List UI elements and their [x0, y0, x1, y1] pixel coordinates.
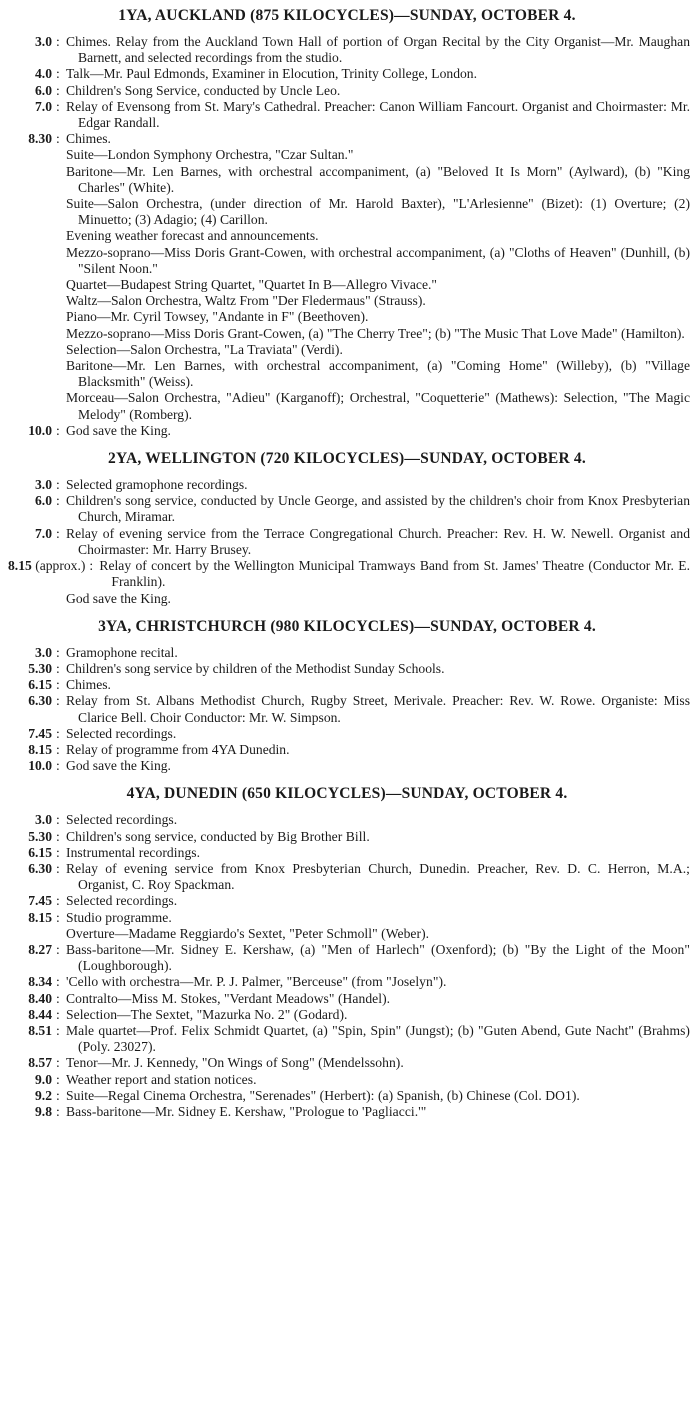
entry-text: Relay of Evensong from St. Mary's Cathedral. Preacher: Canon William Fancourt. Organist and Choirmaster: Mr. Edgar Randall. — [66, 98, 690, 131]
entry-separator: : — [56, 98, 60, 114]
entry-separator: : — [56, 660, 60, 676]
programme-item: Mezzo-soprano—Miss Doris Grant-Cowen, with orchestral accompaniment, (a) "Cloths of Heaven" (Dunhill, (b) "Silent Noon." — [66, 244, 690, 276]
programme-item: Mezzo-soprano—Miss Doris Grant-Cowen, (a) "The Cherry Tree"; (b) "The Music That Love Made" (Hamilton). — [66, 325, 685, 341]
entry-separator: : — [56, 131, 60, 147]
entry-time: 8.51 — [28, 1022, 52, 1038]
entry-separator: : — [56, 493, 60, 509]
station-4ya-dunedin — [4, 784, 690, 1120]
programme-entry — [4, 861, 690, 893]
entry-text: Selected recordings. — [66, 893, 178, 909]
entry-separator: : — [56, 477, 60, 493]
entry-separator: : — [56, 941, 60, 957]
entry-time: 3.0 — [35, 812, 52, 828]
programme-entry — [4, 661, 690, 677]
programme-entry — [4, 758, 690, 774]
programme-entry — [4, 991, 690, 1007]
programme-entry — [4, 845, 690, 861]
entry-time: 6.0 — [35, 82, 52, 98]
programme-entry — [4, 910, 690, 926]
programme-entry — [4, 1007, 690, 1023]
programme-entry — [4, 34, 690, 66]
entry-time: 8.15 — [28, 741, 52, 757]
programme-item: Baritone—Mr. Len Barnes, with orchestral accompaniment, (a) "Coming Home" (Willeby), (b) "Village Blacksmith" (Weiss). — [66, 358, 690, 390]
entry-text: Selected recordings. — [66, 725, 177, 741]
entry-separator: : — [56, 66, 60, 82]
entry-text: Instrumental recordings. — [66, 844, 201, 860]
programme-entry — [4, 645, 690, 661]
station-heading: 4YA, DUNEDIN (650 KILOCYCLES)—SUNDAY, OCTOBER 4. — [126, 785, 568, 803]
entry-time: 5.30 — [28, 660, 52, 676]
entry-separator: : — [56, 1055, 60, 1071]
entry-time: 7.45 — [28, 893, 52, 909]
entry-text: Relay of concert by the Wellington Municipal Tramways Band from St. James' Theatre (Conductor Mr. E. Franklin). — [99, 558, 690, 590]
programme-item: Morceau—Salon Orchestra, "Adieu" (Karganoff); Orchestral, "Coquetterie" (Mathews): Selection, "The Magic Melody" (Romberg). — [66, 390, 690, 422]
programme-entry — [4, 1023, 690, 1055]
station-3ya-christchurch — [4, 617, 690, 775]
station-1ya-auckland — [4, 6, 690, 439]
programme-item: Evening weather forecast and announcements. — [66, 228, 319, 244]
station-2ya-wellington — [4, 449, 690, 607]
entry-text: Bass-baritone—Mr. Sidney E. Kershaw, "Prologue to 'Pagliacci.'" — [66, 1103, 427, 1119]
programme-entry — [4, 477, 690, 493]
entry-time: 9.0 — [35, 1071, 52, 1087]
entry-text: Children's Song Service, conducted by Uncle Leo. — [66, 82, 341, 98]
entry-text: Tenor—Mr. J. Kennedy, "On Wings of Song" (Mendelssohn). — [66, 1055, 404, 1071]
programme-item: Overture—Madame Reggiardo's Sextet, "Peter Schmoll" (Weber). — [66, 925, 430, 941]
programme-entry — [4, 423, 690, 439]
programme-entry — [4, 99, 690, 131]
entry-time: 8.57 — [28, 1055, 52, 1071]
entry-separator: : — [56, 525, 60, 541]
entry-text: Chimes. — [66, 131, 111, 147]
entry-time: 7.45 — [28, 725, 52, 741]
entry-time: 3.0 — [35, 644, 52, 660]
entry-time: 10.0 — [28, 758, 52, 774]
entry-time: 7.0 — [35, 98, 52, 114]
entry-time: 9.8 — [35, 1103, 52, 1119]
entry-time: 8.27 — [28, 941, 52, 957]
entry-time: 8.34 — [28, 974, 52, 990]
entry-separator: : — [56, 758, 60, 774]
entry-text: Children's song service by children of the Methodist Sunday Schools. — [66, 660, 445, 676]
approx-label: (approx.) — [35, 558, 86, 574]
programme-entry — [4, 66, 690, 82]
station-heading: 1YA, AUCKLAND (875 KILOCYCLES)—SUNDAY, OCTOBER 4. — [118, 7, 576, 24]
entry-time: 8.30 — [28, 131, 52, 147]
programme-entry — [4, 1055, 690, 1071]
entry-time: 6.30 — [28, 860, 52, 876]
entry-separator: : — [56, 1103, 60, 1119]
entry-separator: : — [56, 1071, 60, 1087]
programme-entry — [4, 1104, 690, 1120]
entry-separator: : — [56, 990, 60, 1006]
programme-entry — [4, 893, 690, 909]
entry-separator: : — [56, 677, 60, 693]
entry-separator: : — [56, 725, 60, 741]
entry-text: Bass-baritone—Mr. Sidney E. Kershaw, (a) "Men of Harlech" (Oxenford); (b) "By the Light of the Moon" (Loughborough). — [66, 941, 690, 974]
programme-entry — [4, 526, 690, 558]
entry-time: 6.30 — [28, 693, 52, 709]
programme-entry — [4, 83, 690, 99]
entry-text: Male quartet—Prof. Felix Schmidt Quartet, (a) "Spin, Spin" (Jungst); (b) "Guten Abend, Gute Nacht" (Brahms) (Poly. 23027). — [66, 1022, 690, 1055]
programme-entry — [4, 693, 690, 725]
entry-separator: : — [56, 1087, 60, 1103]
entry-separator: : — [56, 974, 60, 990]
entry-separator: : — [56, 893, 60, 909]
entry-text: Talk—Mr. Paul Edmonds, Examiner in Elocution, Trinity College, London. — [66, 66, 477, 82]
entry-text: Selected gramophone recordings. — [66, 477, 248, 493]
entry-text: Children's song service, conducted by Uncle George, and assisted by the children's choir from Knox Presbyterian Church, Miramar. — [66, 493, 690, 525]
entry-time: 9.2 — [35, 1087, 52, 1103]
programme-entry-approx — [4, 558, 690, 590]
programme-entry — [4, 1072, 690, 1088]
programme-entry — [4, 1088, 690, 1104]
entry-time: 4.0 — [35, 66, 52, 82]
programme-entry — [4, 829, 690, 845]
entry-separator: : — [56, 844, 60, 860]
entry-time: 8.44 — [28, 1006, 52, 1022]
entry-text: Studio programme. — [66, 909, 172, 925]
entry-text: Relay from St. Albans Methodist Church, Rugby Street, Merivale. Preacher: Rev. W. Rowe. Organiste: Miss Clarice Bell. Choir Conductor: Mr. W. Simpson. — [66, 693, 690, 725]
entry-separator: : — [56, 909, 60, 925]
entry-separator: : — [56, 812, 60, 828]
programme-item: Suite—Salon Orchestra, (under direction of Mr. Harold Baxter), "L'Arlesienne" (Bizet): (1) Overture; (2) Minuetto; (3) Adagio; (4) Carillon. — [66, 196, 690, 228]
programme-entry — [4, 942, 690, 974]
programme-entry — [4, 742, 690, 758]
entry-text: Relay of evening service from the Terrace Congregational Church. Preacher: Rev. H. W. Newell. Organist and Choirmaster: Mr. Harry Brusey. — [66, 525, 690, 557]
entry-time: 6.15 — [28, 844, 52, 860]
entry-separator: : — [56, 828, 60, 844]
entry-text: 'Cello with orchestra—Mr. P. J. Palmer, "Berceuse" (from "Joselyn"). — [66, 974, 447, 990]
entry-time: 6.0 — [35, 493, 52, 509]
programme-entry — [4, 812, 690, 828]
programme-item: Selection—Salon Orchestra, "La Traviata" (Verdi). — [66, 341, 343, 357]
entry-separator: : — [89, 558, 94, 574]
entry-separator: : — [56, 1022, 60, 1038]
programme-entry — [4, 677, 690, 693]
programme-item: Piano—Mr. Cyril Towsey, "Andante in F" (Beethoven). — [66, 309, 369, 325]
station-heading: 3YA, CHRISTCHURCH (980 KILOCYCLES)—SUNDAY, OCTOBER 4. — [98, 617, 596, 635]
programme-entry — [4, 974, 690, 990]
entry-time: 7.0 — [35, 525, 52, 541]
entry-time: 6.15 — [28, 677, 52, 693]
entry-text: Weather report and station notices. — [66, 1071, 257, 1087]
entry-separator: : — [56, 34, 60, 49]
entry-separator: : — [56, 741, 60, 757]
entry-text: Children's song service, conducted by Big Brother Bill. — [66, 828, 370, 844]
entry-separator: : — [56, 1006, 60, 1022]
entry-time: 8.15 (approx.) — [8, 558, 86, 574]
entry-time: 8.15 — [28, 909, 52, 925]
programme-entry — [4, 726, 690, 742]
entry-text: Relay of evening service from Knox Presbyterian Church, Dunedin. Preacher, Rev. D. C. Herron, M.A.; Organist, C. Roy Spackman. — [66, 860, 690, 893]
entry-time: 10.0 — [28, 422, 52, 438]
entry-text: Chimes. Relay from the Auckland Town Hall of portion of Organ Recital by the City Organist—Mr. Maughan Barnett, and selected recordings from the studio. — [66, 34, 690, 66]
programme-entry — [4, 493, 690, 525]
entry-text: God save the King. — [66, 758, 171, 774]
entry-separator: : — [56, 644, 60, 660]
entry-text: Contralto—Miss M. Stokes, "Verdant Meadows" (Handel). — [66, 990, 391, 1006]
programme-entry — [4, 131, 690, 147]
entry-separator: : — [56, 693, 60, 709]
entry-separator: : — [56, 422, 60, 438]
programme-item: Baritone—Mr. Len Barnes, with orchestral accompaniment, (a) "Beloved It Is Morn" (Aylward), (b) "King Charles" (White). — [66, 163, 690, 195]
entry-text: Chimes. — [66, 677, 111, 693]
programme-item: Suite—London Symphony Orchestra, "Czar Sultan." — [66, 147, 354, 163]
entry-text: Selected recordings. — [66, 812, 178, 828]
entry-time: 3.0 — [35, 477, 52, 493]
entry-separator: : — [56, 82, 60, 98]
station-heading: 2YA, WELLINGTON (720 KILOCYCLES)—SUNDAY, OCTOBER 4. — [108, 450, 586, 468]
programme-item: God save the King. — [66, 590, 171, 606]
programme-item: Quartet—Budapest String Quartet, "Quartet In B—Allegro Vivace." — [66, 277, 437, 293]
programme-item: Waltz—Salon Orchestra, Waltz From "Der Fledermaus" (Strauss). — [66, 293, 426, 309]
entry-text: Relay of programme from 4YA Dunedin. — [66, 741, 290, 757]
entry-text: God save the King. — [66, 422, 171, 438]
entry-text: Gramophone recital. — [66, 644, 178, 660]
entry-separator: : — [56, 860, 60, 876]
entry-time: 3.0 — [35, 34, 52, 49]
entry-time: 8.40 — [28, 990, 52, 1006]
entry-text: Selection—The Sextet, "Mazurka No. 2" (Godard). — [66, 1006, 348, 1022]
entry-text: Suite—Regal Cinema Orchestra, "Serenades" (Herbert): (a) Spanish, (b) Chinese (Col. DO1). — [66, 1087, 580, 1103]
entry-time: 5.30 — [28, 828, 52, 844]
